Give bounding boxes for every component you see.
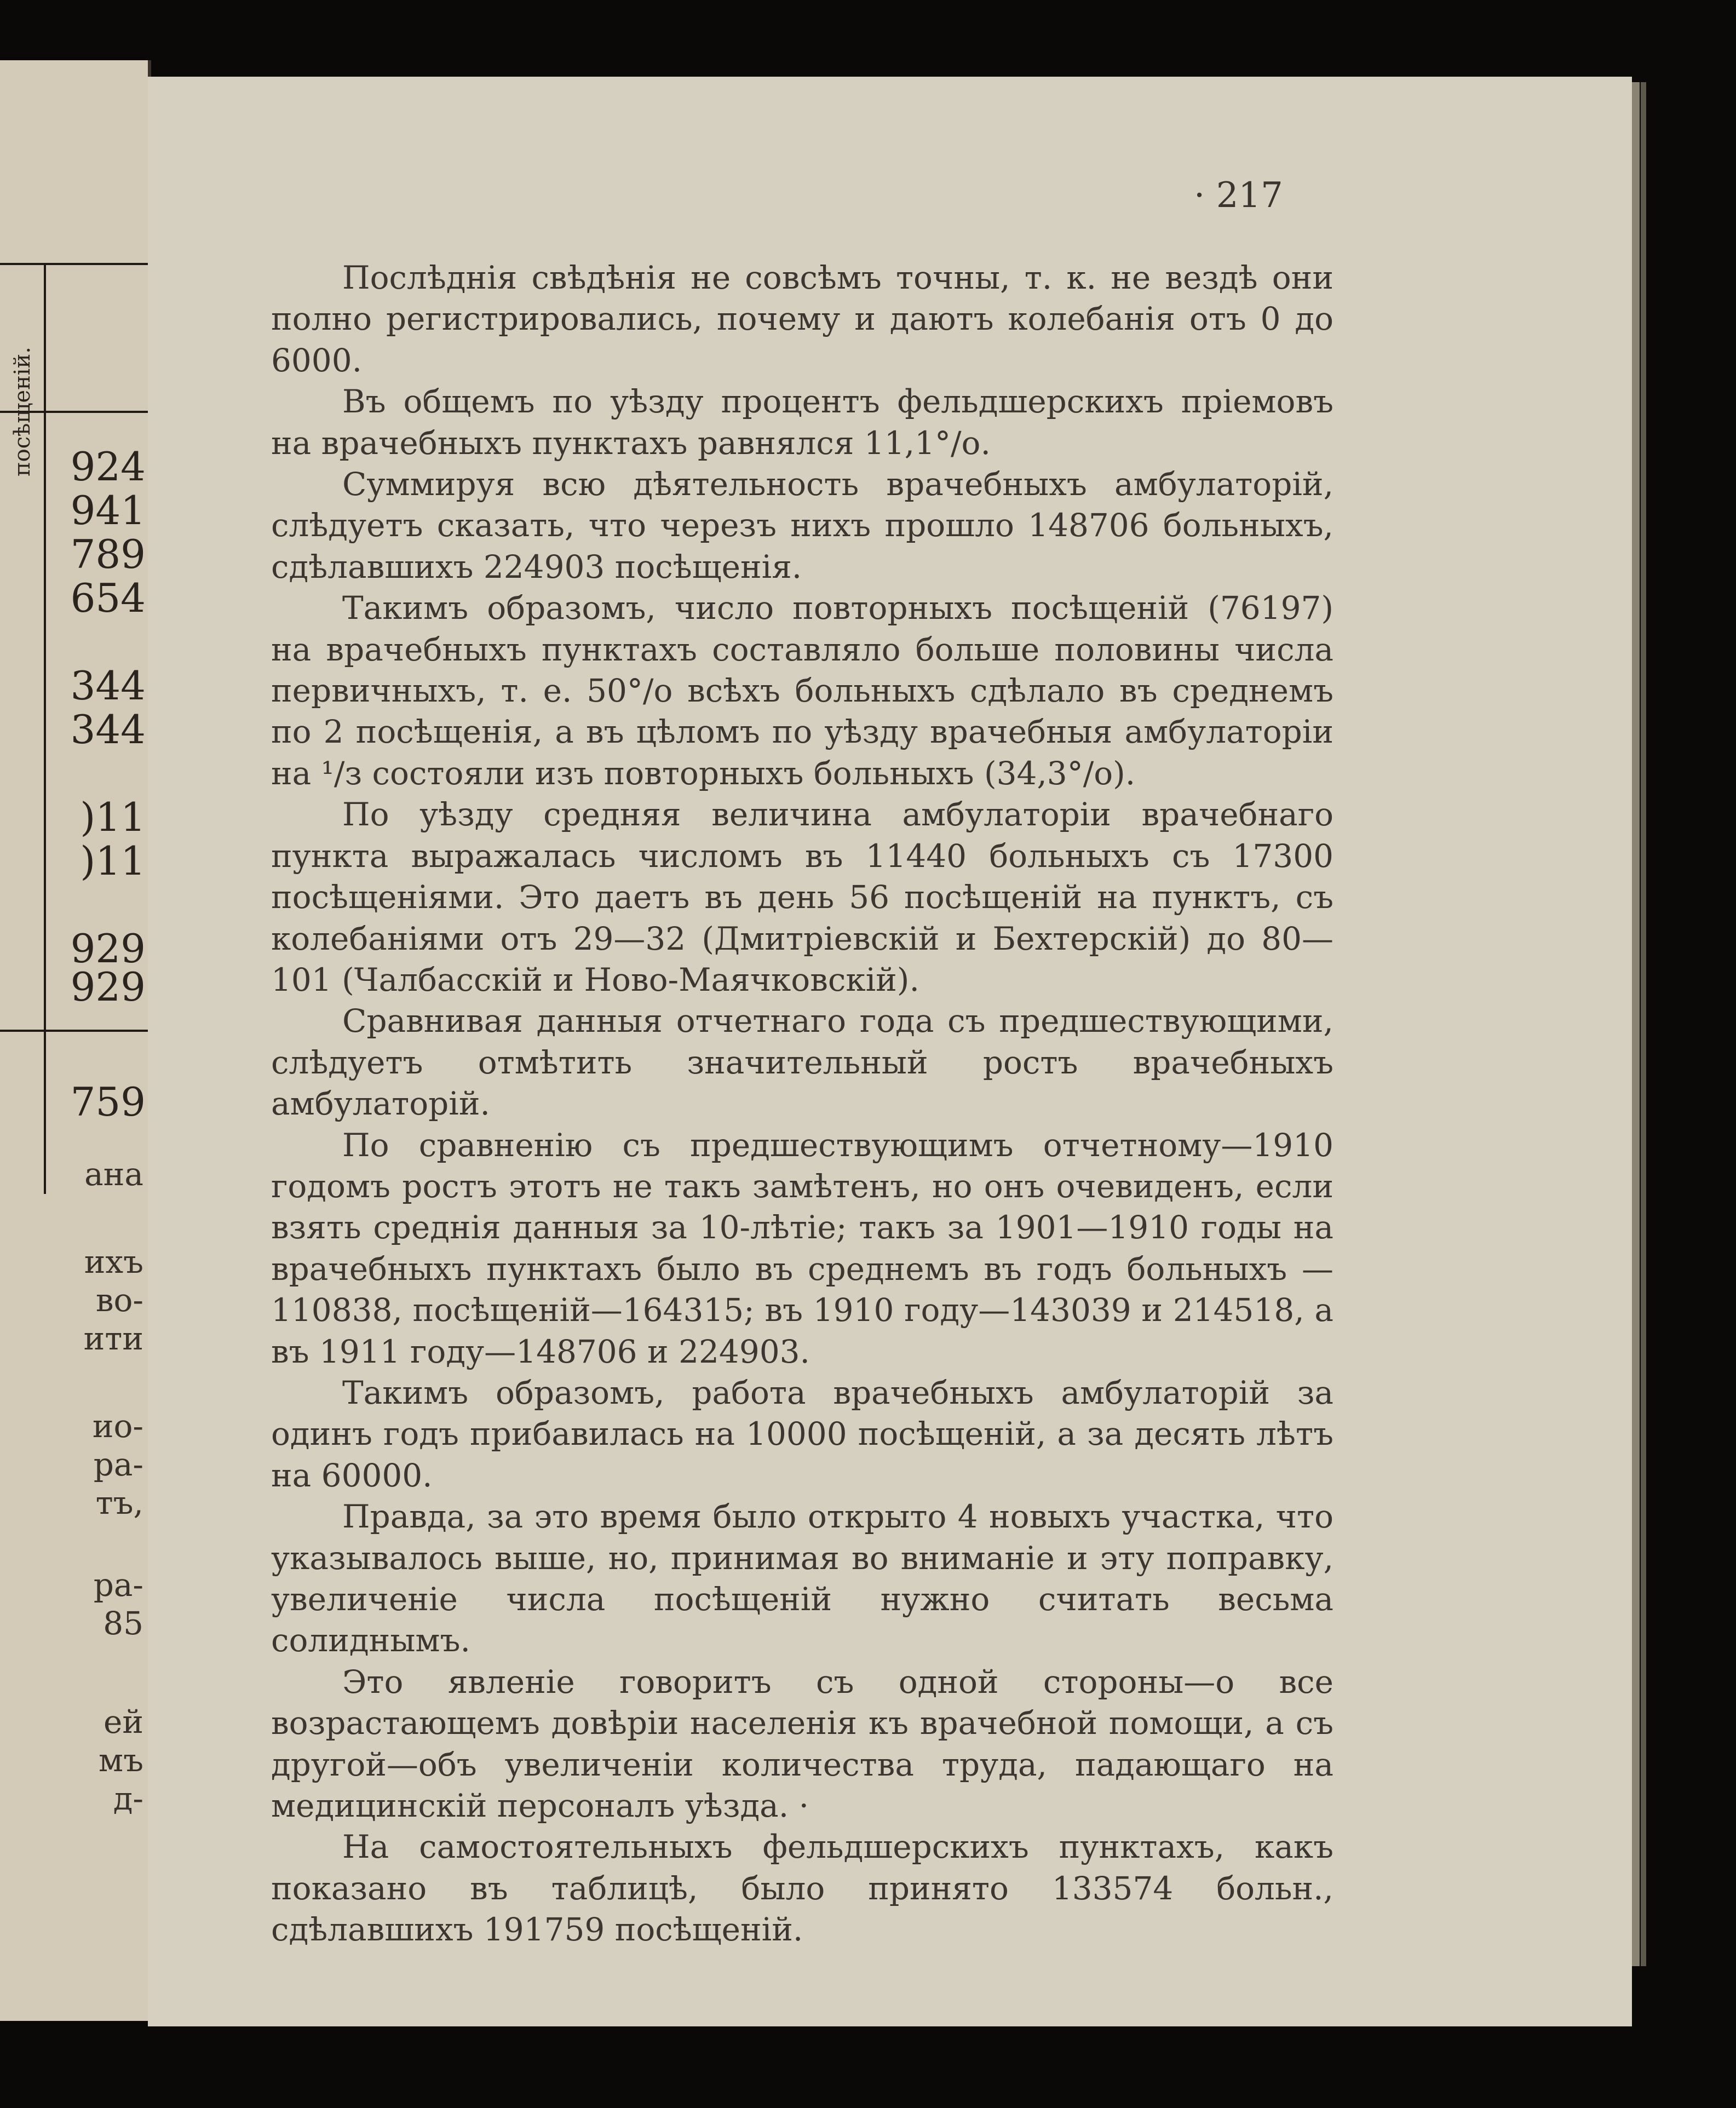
paragraph: По сравненію съ предшествующимъ отчетному—1910 годомъ ростъ этотъ не такъ замѣтенъ, но онъ очевиденъ, если взять среднія данныя за 10-лѣтіе; такъ за 1901—1910 годы на врачебныхъ пунктахъ было въ среднемъ въ годъ больныхъ —110838, посѣщеній—164315; въ 1910 году—143039 и 214518, а въ 1911 году—148706 и 224903. bbox=[271, 1126, 1333, 1370]
text-fragment: ана bbox=[84, 1156, 143, 1193]
text-fragment: тъ, bbox=[95, 1484, 143, 1521]
table-cell: )11 bbox=[80, 838, 146, 884]
table-cell: )11 bbox=[80, 794, 146, 840]
table-cell: 929 bbox=[70, 964, 146, 1010]
paragraph: Такимъ образомъ, работа врачебныхъ амбулаторій за одинъ годъ прибавилась на 10000 посѣщеній, а за десять лѣтъ на 60000. bbox=[271, 1374, 1333, 1494]
paragraph: Послѣднія свѣдѣнія не совсѣмъ точны, т. к. не вездѣ они полно регистрировались, почему и даютъ колебанія отъ 0 до 6000. bbox=[271, 259, 1333, 379]
text-fragment: ио- bbox=[92, 1408, 143, 1445]
table-rule bbox=[0, 263, 148, 265]
table-cell: 654 bbox=[70, 575, 146, 621]
paragraph: Правда, за это время было открыто 4 новыхъ участка, что указывалось выше, но, принимая во вниманіе и эту поправку, увеличеніе числа посѣщеній нужно считать весьма солиднымъ. bbox=[271, 1498, 1333, 1659]
paragraph: По уѣзду средняя величина амбулаторіи врачебнаго пункта выражалась числомъ въ 11440 больныхъ съ 17300 посѣщеніями. Это даетъ въ день 56 посѣщеній на пунктъ, съ колебаніями отъ 29—32 (Дмитріевскій и Бехтерскій) до 80—101 (Чалбасскій и Ново-Маячковскій). bbox=[271, 796, 1333, 998]
page-number: · 217 bbox=[1194, 175, 1283, 216]
table-cell: 929 bbox=[70, 926, 146, 972]
text-fragment: мъ bbox=[98, 1742, 143, 1779]
table-rule bbox=[0, 1030, 148, 1032]
table-cell: 759 bbox=[70, 1079, 146, 1125]
left-page-fragment bbox=[0, 60, 151, 2021]
text-fragment: ра- bbox=[93, 1446, 143, 1483]
paragraph: Это явленіе говоритъ съ одной стороны—о все возрастающемъ довѣріи населенія къ врачебной помощи, а съ другой—объ увеличеніи количества труда, падающаго на медицинскій персоналъ уѣзда. · bbox=[271, 1663, 1333, 1825]
table-cell: 941 bbox=[70, 487, 146, 533]
text-fragment: ра- bbox=[93, 1566, 143, 1604]
text-fragment: д- bbox=[113, 1780, 143, 1817]
paragraph: Такимъ образомъ, число повторныхъ посѣщеній (76197) на врачебныхъ пунктахъ составляло больше половины числа первичныхъ, т. е. 50°/о всѣхъ больныхъ сдѣлало въ среднемъ по 2 посѣщенія, а въ цѣломъ по уѣзду врачебныя амбулаторіи на ¹/з состояли изъ повторныхъ больныхъ (34,3°/о). bbox=[271, 589, 1333, 792]
paragraph: Сравнивая данныя отчетнаго года съ предшествующими, слѣдуетъ отмѣтить значительный ростъ врачебныхъ амбулаторій. bbox=[271, 1002, 1333, 1123]
table-cell: 344 bbox=[70, 707, 146, 753]
paragraph: На самостоятельныхъ фельдшерскихъ пунктахъ, какъ показано въ таблицѣ, было принято 133574 больн., сдѣлавшихъ 191759 посѣщеній. bbox=[271, 1828, 1333, 1949]
text-fragment: ити bbox=[83, 1320, 143, 1357]
table-cell: 924 bbox=[70, 444, 146, 490]
column-header: посѣщеній. bbox=[10, 347, 35, 476]
paragraph: Суммируя всю дѣятельность врачебныхъ амбулаторій, слѣдуетъ сказать, что черезъ нихъ прошло 148706 больныхъ, сдѣлавшихъ 224903 посѣщенія. bbox=[271, 466, 1333, 585]
text-fragment: 85 bbox=[103, 1605, 143, 1642]
text-fragment: ей bbox=[104, 1703, 143, 1741]
page-edge bbox=[1641, 82, 1646, 1966]
text-fragment: ихъ bbox=[84, 1243, 143, 1280]
body-text bbox=[271, 257, 1333, 1951]
table-cell: 344 bbox=[70, 663, 146, 709]
page-edge bbox=[1632, 82, 1640, 1966]
paragraph: Въ общемъ по уѣзду процентъ фельдшерскихъ пріемовъ на врачебныхъ пунктахъ равнялся 11,1°/о. bbox=[271, 383, 1333, 462]
table-cell: 789 bbox=[70, 531, 146, 577]
text-fragment: во- bbox=[95, 1282, 143, 1319]
table-rule bbox=[44, 263, 46, 1194]
